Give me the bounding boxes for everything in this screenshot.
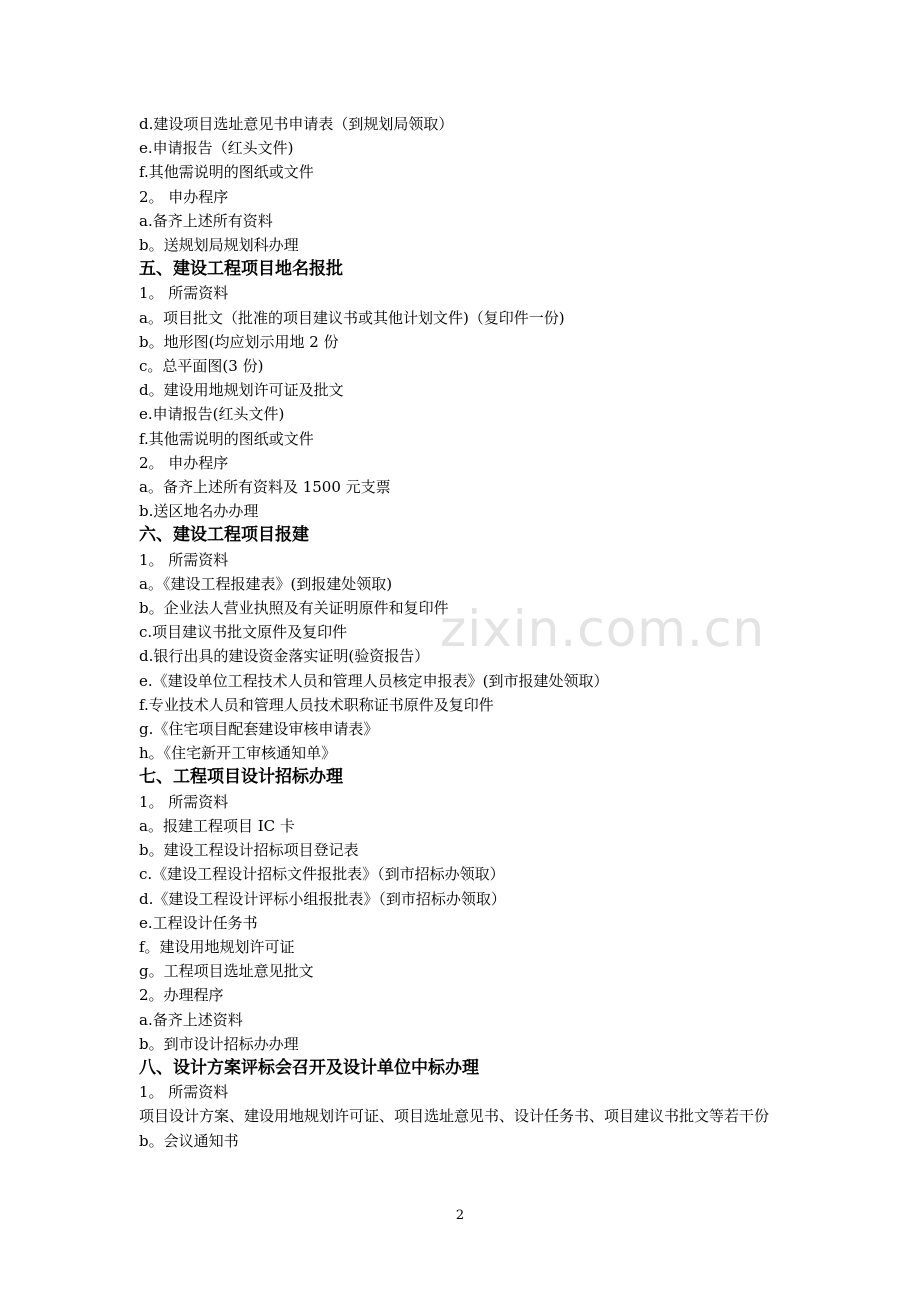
watermark: zixin.com.cn [440, 600, 766, 658]
text-line: e.申请报告（红头文件) [139, 139, 294, 158]
text-line: a.备齐上述资料 [139, 1010, 243, 1029]
text-line: b.送区地名办办理 [139, 502, 259, 521]
text-line: b。企业法人营业执照及有关证明原件和复印件 [139, 599, 449, 618]
text-line: 1。 所需资料 [139, 284, 229, 303]
text-line: c。总平面图(3 份) [139, 357, 264, 376]
text-line: a。《建设工程报建表》(到报建处领取) [139, 574, 393, 593]
text-line: 2。办理程序 [139, 986, 224, 1005]
text-line: e.工程设计任务书 [139, 913, 258, 932]
text-line: b。建设工程设计招标项目登记表 [139, 841, 359, 860]
text-line: 项目设计方案、建设用地规划许可证、项目选址意见书、设计任务书、项目建议书批文等若干份 [139, 1107, 770, 1126]
text-line: c.项目建议书批文原件及复印件 [139, 623, 348, 642]
text-line: g。工程项目选址意见批文 [139, 962, 314, 981]
document-body [139, 112, 789, 1153]
section-heading: 八、设计方案评标会召开及设计单位中标办理 [139, 1057, 479, 1078]
text-line: f.其他需说明的图纸或文件 [139, 429, 314, 448]
text-line: h。《住宅新开工审核通知单》 [139, 744, 337, 763]
text-line: b。到市设计招标办办理 [139, 1034, 299, 1053]
text-line: 2。 申办程序 [139, 187, 229, 206]
text-line: e.申请报告(红头文件) [139, 405, 285, 424]
text-line: 1。 所需资料 [139, 550, 229, 569]
text-line: b。会议通知书 [139, 1131, 239, 1150]
text-line: f。建设用地规划许可证 [139, 937, 295, 956]
text-line: b。送规划局规划科办理 [139, 236, 299, 255]
text-line: d.银行出具的建设资金落实证明(验资报告） [139, 647, 430, 666]
text-line: 1。 所需资料 [139, 792, 229, 811]
section-heading: 六、建设工程项目报建 [139, 525, 309, 546]
text-line: a.备齐上述所有资料 [139, 211, 273, 230]
text-line: a。项目批文（批准的项目建议书或其他计划文件)（复印件一份) [139, 308, 565, 327]
text-line: a。备齐上述所有资料及 1500 元支票 [139, 478, 391, 497]
text-line: d.《建设工程设计评标小组报批表》（到市招标办领取） [139, 889, 506, 908]
text-line: e.《建设单位工程技术人员和管理人员核定申报表》(到市报建处领取） [139, 671, 609, 690]
text-line: f.其他需说明的图纸或文件 [139, 163, 314, 182]
text-line: 1。 所需资料 [139, 1083, 229, 1102]
text-line: a。报建工程项目 IC 卡 [139, 816, 295, 835]
text-line: d。建设用地规划许可证及批文 [139, 381, 344, 400]
section-heading: 七、工程项目设计招标办理 [139, 767, 343, 788]
text-line: f.专业技术人员和管理人员技术职称证书原件及复印件 [139, 695, 494, 714]
page-number: 2 [455, 1208, 465, 1223]
text-line: 2。 申办程序 [139, 453, 229, 472]
text-line: d.建设项目选址意见书申请表（到规划局领取） [139, 115, 454, 133]
section-heading: 五、建设工程项目地名报批 [139, 259, 343, 280]
text-line: c.《建设工程设计招标文件报批表》（到市招标办领取） [139, 865, 505, 884]
text-line: b。地形图(均应划示用地 2 份 [139, 332, 339, 351]
text-line: g.《住宅项目配套建设审核申请表》 [139, 720, 379, 739]
